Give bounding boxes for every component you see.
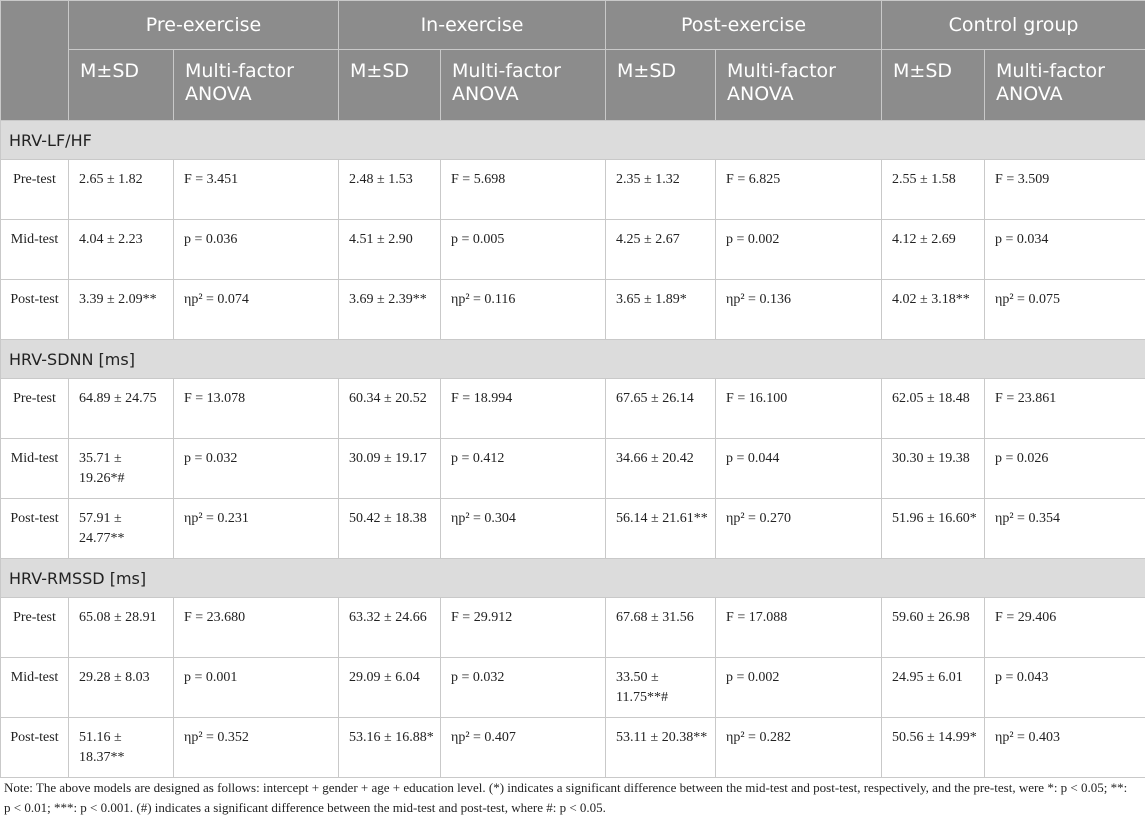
anova-cell: ηp² = 0.136 xyxy=(716,280,882,340)
group-header: Control group xyxy=(882,1,1145,50)
anova-header: Multi-factor ANOVA xyxy=(174,50,339,121)
anova-cell: F = 23.861 xyxy=(985,379,1145,439)
msd-cell: 53.11 ± 20.38** xyxy=(606,718,716,778)
anova-cell: F = 3.509 xyxy=(985,160,1145,220)
msd-header: M±SD xyxy=(606,50,716,121)
group-header: Pre-exercise xyxy=(69,1,339,50)
table-row xyxy=(1,499,1145,559)
row-label: Pre-test xyxy=(1,160,69,220)
anova-cell: p = 0.032 xyxy=(441,658,606,718)
msd-cell: 30.30 ± 19.38 xyxy=(882,439,985,499)
msd-cell: 2.55 ± 1.58 xyxy=(882,160,985,220)
anova-cell: p = 0.026 xyxy=(985,439,1145,499)
table-row xyxy=(1,160,1145,220)
row-label: Post-test xyxy=(1,499,69,559)
group-header: Post-exercise xyxy=(606,1,882,50)
anova-cell: p = 0.036 xyxy=(174,220,339,280)
msd-cell: 4.04 ± 2.23 xyxy=(69,220,174,280)
anova-cell: ηp² = 0.352 xyxy=(174,718,339,778)
row-label: Mid-test xyxy=(1,658,69,718)
anova-cell: p = 0.002 xyxy=(716,220,882,280)
msd-cell: 63.32 ± 24.66 xyxy=(339,598,441,658)
anova-cell: ηp² = 0.075 xyxy=(985,280,1145,340)
msd-cell: 53.16 ± 16.88* xyxy=(339,718,441,778)
anova-cell: p = 0.001 xyxy=(174,658,339,718)
msd-cell: 56.14 ± 21.61** xyxy=(606,499,716,559)
corner-cell xyxy=(1,1,69,121)
anova-cell: p = 0.044 xyxy=(716,439,882,499)
anova-cell: F = 6.825 xyxy=(716,160,882,220)
msd-cell: 3.65 ± 1.89* xyxy=(606,280,716,340)
anova-cell: F = 16.100 xyxy=(716,379,882,439)
anova-cell: ηp² = 0.403 xyxy=(985,718,1145,778)
row-label: Pre-test xyxy=(1,598,69,658)
table-row xyxy=(1,280,1145,340)
table-body xyxy=(1,121,1145,778)
msd-cell: 62.05 ± 18.48 xyxy=(882,379,985,439)
msd-cell: 67.68 ± 31.56 xyxy=(606,598,716,658)
anova-cell: ηp² = 0.074 xyxy=(174,280,339,340)
msd-cell: 57.91 ± 24.77** xyxy=(69,499,174,559)
anova-cell: F = 17.088 xyxy=(716,598,882,658)
msd-cell: 24.95 ± 6.01 xyxy=(882,658,985,718)
msd-cell: 4.12 ± 2.69 xyxy=(882,220,985,280)
table-row xyxy=(1,220,1145,280)
table-row xyxy=(1,658,1145,718)
anova-cell: F = 13.078 xyxy=(174,379,339,439)
row-label: Post-test xyxy=(1,718,69,778)
row-label: Mid-test xyxy=(1,220,69,280)
table-row xyxy=(1,718,1145,778)
anova-cell: F = 29.912 xyxy=(441,598,606,658)
row-label: Mid-test xyxy=(1,439,69,499)
sub-header-row xyxy=(1,50,1145,121)
msd-cell: 60.34 ± 20.52 xyxy=(339,379,441,439)
msd-cell: 3.39 ± 2.09** xyxy=(69,280,174,340)
anova-cell: p = 0.412 xyxy=(441,439,606,499)
table-row xyxy=(1,598,1145,658)
msd-cell: 64.89 ± 24.75 xyxy=(69,379,174,439)
anova-cell: ηp² = 0.304 xyxy=(441,499,606,559)
anova-cell: ηp² = 0.116 xyxy=(441,280,606,340)
msd-cell: 35.71 ± 19.26*# xyxy=(69,439,174,499)
anova-header: Multi-factor ANOVA xyxy=(716,50,882,121)
anova-cell: ηp² = 0.231 xyxy=(174,499,339,559)
msd-cell: 3.69 ± 2.39** xyxy=(339,280,441,340)
anova-cell: p = 0.002 xyxy=(716,658,882,718)
msd-header: M±SD xyxy=(69,50,174,121)
anova-cell: p = 0.034 xyxy=(985,220,1145,280)
section-title: HRV-LF/HF xyxy=(1,121,1145,160)
msd-cell: 30.09 ± 19.17 xyxy=(339,439,441,499)
group-header: In-exercise xyxy=(339,1,606,50)
msd-cell: 67.65 ± 26.14 xyxy=(606,379,716,439)
msd-cell: 34.66 ± 20.42 xyxy=(606,439,716,499)
msd-cell: 59.60 ± 26.98 xyxy=(882,598,985,658)
table-note: Note: The above models are designed as follows: intercept + gender + age + education level. (*) indicates a significant difference between the mid-test and post-test, respectively, and the pre-test, were *: p < 0.05; **: p < 0.01; ***: p < 0.001. (#) indicates a significant difference between the mid-test and post-test, where #: p < 0.05. xyxy=(4,780,1128,815)
anova-cell: p = 0.005 xyxy=(441,220,606,280)
anova-cell: F = 5.698 xyxy=(441,160,606,220)
table-row xyxy=(1,439,1145,499)
table-row xyxy=(1,379,1145,439)
msd-header: M±SD xyxy=(339,50,441,121)
anova-header: Multi-factor ANOVA xyxy=(441,50,606,121)
msd-cell: 29.09 ± 6.04 xyxy=(339,658,441,718)
anova-cell: ηp² = 0.270 xyxy=(716,499,882,559)
section-row xyxy=(1,121,1145,160)
row-label: Pre-test xyxy=(1,379,69,439)
anova-cell: ηp² = 0.407 xyxy=(441,718,606,778)
msd-cell: 51.96 ± 16.60* xyxy=(882,499,985,559)
anova-header: Multi-factor ANOVA xyxy=(985,50,1145,121)
msd-cell: 50.42 ± 18.38 xyxy=(339,499,441,559)
msd-cell: 2.48 ± 1.53 xyxy=(339,160,441,220)
msd-cell: 50.56 ± 14.99* xyxy=(882,718,985,778)
msd-cell: 4.02 ± 3.18** xyxy=(882,280,985,340)
msd-cell: 2.35 ± 1.32 xyxy=(606,160,716,220)
section-title: HRV-SDNN [ms] xyxy=(1,340,1145,379)
msd-cell: 65.08 ± 28.91 xyxy=(69,598,174,658)
msd-cell: 2.65 ± 1.82 xyxy=(69,160,174,220)
msd-cell: 29.28 ± 8.03 xyxy=(69,658,174,718)
anova-cell: p = 0.043 xyxy=(985,658,1145,718)
anova-cell: F = 3.451 xyxy=(174,160,339,220)
section-row xyxy=(1,559,1145,598)
section-row xyxy=(1,340,1145,379)
msd-cell: 33.50 ± 11.75**# xyxy=(606,658,716,718)
section-title: HRV-RMSSD [ms] xyxy=(1,559,1145,598)
msd-cell: 4.25 ± 2.67 xyxy=(606,220,716,280)
row-label: Post-test xyxy=(1,280,69,340)
anova-cell: F = 23.680 xyxy=(174,598,339,658)
msd-header: M±SD xyxy=(882,50,985,121)
anova-cell: F = 29.406 xyxy=(985,598,1145,658)
anova-cell: ηp² = 0.354 xyxy=(985,499,1145,559)
anova-cell: p = 0.032 xyxy=(174,439,339,499)
group-header-row xyxy=(1,1,1145,50)
msd-cell: 4.51 ± 2.90 xyxy=(339,220,441,280)
msd-cell: 51.16 ± 18.37** xyxy=(69,718,174,778)
anova-cell: ηp² = 0.282 xyxy=(716,718,882,778)
anova-cell: F = 18.994 xyxy=(441,379,606,439)
